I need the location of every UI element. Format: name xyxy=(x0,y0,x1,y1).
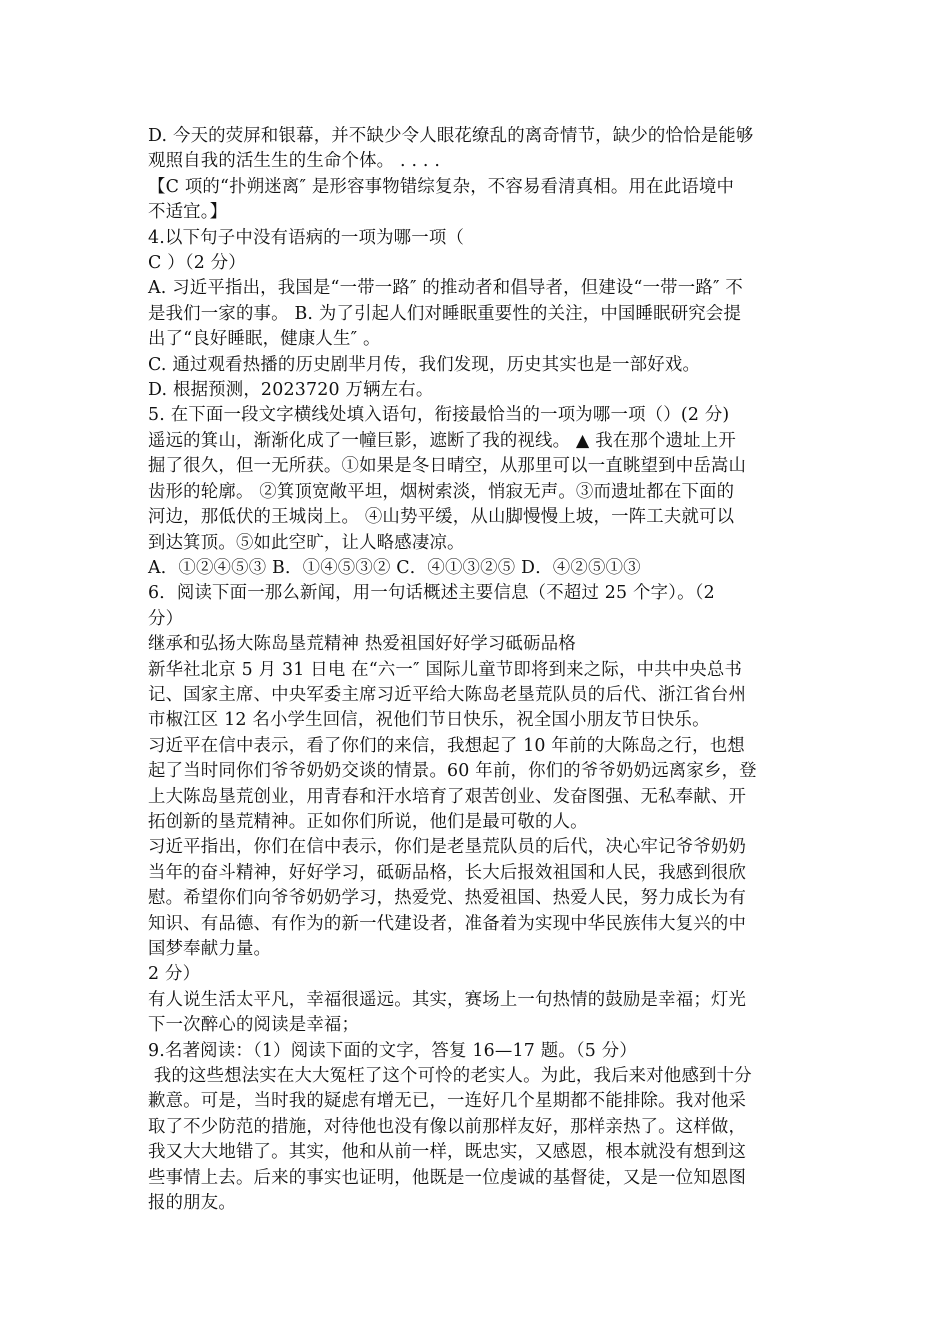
text-line: 【C 项的“扑朔迷离″ 是形容事物错综复杂，不容易看清真相。用在此语境中 xyxy=(148,176,735,197)
text-line: 歉意。可是，当时我的疑虑有增无已，一连好几个星期都不能排除。我对他采 xyxy=(148,1091,747,1112)
text-line: 取了不少防范的措施，对待他也没有像以前那样友好，那样亲热了。这样做， xyxy=(148,1116,747,1137)
text-line: 我的这些想法实在大大冤枉了这个可怜的老实人。为此，我后来对他感到十分 xyxy=(148,1066,752,1087)
text-line: 不适宜。】 xyxy=(148,202,228,223)
text-line: 些事情上去。后来的事实也证明，他既是一位虔诚的基督徒，又是一位知恩图 xyxy=(148,1167,747,1188)
text-line: 有人说生活太平凡，幸福很遥远。其实，赛场上一句热情的鼓励是幸福；灯光 xyxy=(148,989,747,1010)
text-line: 习近平在信中表示，看了你们的来信，我想起了 10 年前的大陈岛之行，也想 xyxy=(148,735,745,756)
text-line: 观照自我的活生生的生命个体。 . . . . xyxy=(148,151,441,172)
text-line: 齿形的轮廓。 ②箕顶宽敞平坦，烟树索淡，悄寂无声。③而遗址都在下面的 xyxy=(148,481,735,502)
text-line: 出了“良好睡眠，健康人生″ 。 xyxy=(148,329,381,350)
text-line: 市椒江区 12 名小学生回信，祝他们节日快乐，祝全国小朋友节日快乐。 xyxy=(148,710,710,731)
text-line: 6．阅读下面一那么新闻，用一句话概述主要信息（不超过 25 个字）。（2 xyxy=(148,583,715,604)
text-line: 报的朋友。 xyxy=(148,1193,236,1214)
text-line: D. 根据预测，2023720 万辆左右。 xyxy=(148,380,434,401)
text-line: 新华社北京 5 月 31 日电 在“六一″ 国际儿童节即将到来之际，中共中央总书 xyxy=(148,659,743,680)
text-line: 河边，那低伏的王城岗上。 ④山势平缓，从山脚慢慢上坡，一阵工夫就可以 xyxy=(148,507,735,528)
text-line: 掘了很久，但一无所获。①如果是冬日晴空，从那里可以一直眺望到中岳嵩山 xyxy=(148,456,747,477)
text-line: 到达箕顶。⑤如此空旷，让人略感凄凉。 xyxy=(148,532,465,553)
text-line: 遥远的箕山，渐渐化成了一幢巨影，遮断了我的视线。 ▲ 我在那个遗址上开 xyxy=(148,430,736,451)
text-line: 记、国家主席、中央军委主席习近平给大陈岛老垦荒队员的后代、浙江省台州 xyxy=(148,684,747,705)
text-line: 知识、有品德、有作为的新一代建设者，准备着为实现中华民族伟大复兴的中 xyxy=(148,913,747,934)
text-line: A. 习近平指出，我国是“一带一路″ 的推动者和倡导者，但建设“一带一路″ 不 xyxy=(148,278,743,299)
text-line: C ）（2 分） xyxy=(148,253,246,274)
text-line: 当年的奋斗精神，好好学习，砥砺品格，长大后报效祖国和人民，我感到很欣 xyxy=(148,862,747,883)
document-body xyxy=(148,124,808,1216)
text-line: 上大陈岛垦荒创业，用青春和汗水培育了艰苦创业、发奋图强、无私奉献、开 xyxy=(148,786,747,807)
text-line: 国梦奉献力量。 xyxy=(148,939,272,959)
text-line: 习近平指出，你们在信中表示，你们是老垦荒队员的后代，决心牢记爷爷奶奶 xyxy=(148,837,747,858)
text-line: 慰。希望你们向爷爷奶奶学习，热爱党、热爱祖国、热爱人民，努力成长为有 xyxy=(148,888,747,909)
text-line: 我又大大地错了。其实，他和从前一样，既忠实，又感恩，根本就没有想到这 xyxy=(148,1142,747,1163)
text-line: C. 通过观看热播的历史剧芈月传，我们发现，历史其实也是一部好戏。 xyxy=(148,354,701,375)
text-line: 起了当时同你们爷爷奶奶交谈的情景。60 年前，你们的爷爷奶奶远离家乡，登 xyxy=(148,761,757,782)
text-line: 继承和弘扬大陈岛垦荒精神 热爱祖国好好学习砥砺品格 xyxy=(148,634,576,655)
text-line: D. 今天的荧屏和银幕，并不缺少令人眼花缭乱的离奇情节，缺少的恰恰是能够 xyxy=(148,126,754,146)
text-line: 2 分） xyxy=(148,964,201,985)
text-line: 拓创新的垦荒精神。正如你们所说，他们是最可敬的人。 xyxy=(148,811,588,832)
text-line: 分） xyxy=(148,608,184,629)
text-line: 4.以下句子中没有语病的一项为哪一项（ xyxy=(148,227,465,248)
text-line: 9.名著阅读：（1）阅读下面的文字，答复 16—17 题。（5 分） xyxy=(148,1040,637,1061)
text-line: 5. 在下面一段文字横线处填入语句，衔接最恰当的一项为哪一项（）(2 分) xyxy=(148,405,730,426)
text-line: 下一次醉心的阅读是幸福； xyxy=(148,1015,360,1036)
text-line: 是我们一家的事。 B. 为了引起人们对睡眠重要性的关注，中国睡眠研究会提 xyxy=(148,303,742,324)
text-line: A．①②④⑤③ B．①④⑤③② C．④①③②⑤ D．④②⑤①③ xyxy=(148,557,641,578)
